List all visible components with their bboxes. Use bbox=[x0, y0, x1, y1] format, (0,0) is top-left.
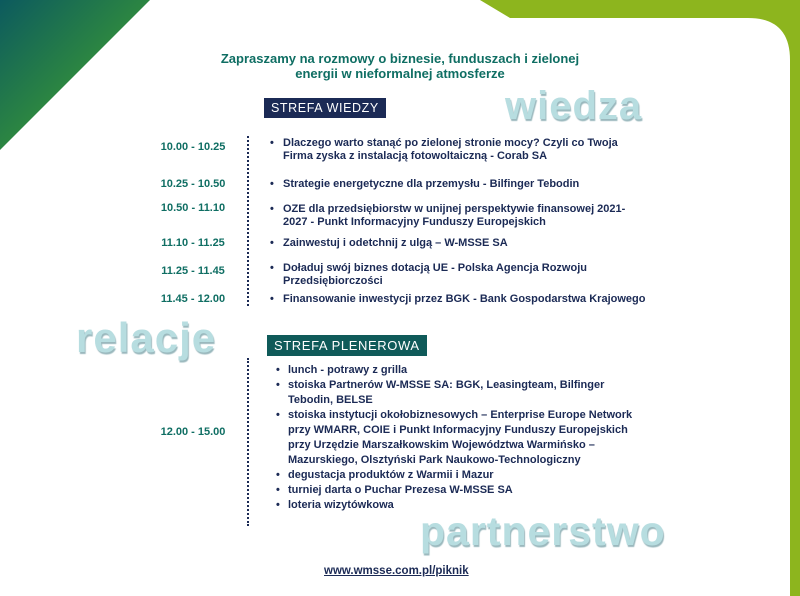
bullet-icon: • bbox=[270, 178, 274, 190]
decor-word-partnerstwo: partnerstwo bbox=[420, 508, 666, 554]
bullet-icon: • bbox=[276, 364, 280, 376]
schedule-item-text: Dlaczego warto stanąć po zielonej stronie mocy? Czyli co Twoja bbox=[283, 137, 618, 149]
outdoor-item-text: degustacja produktów z Warmii i Mazur bbox=[288, 469, 494, 481]
zone-knowledge-label: STREFA WIEDZY bbox=[264, 98, 386, 118]
schedule-time: 11.45 - 12.00 bbox=[160, 293, 226, 305]
schedule-item-text: Przedsiębiorczości bbox=[283, 275, 383, 287]
schedule-item-text: Finansowanie inwestycji przez BGK - Bank Gospodarstwa Krajowego bbox=[283, 293, 646, 305]
schedule-time: 10.25 - 10.50 bbox=[160, 178, 226, 190]
bullet-icon: • bbox=[276, 484, 280, 496]
schedule-item-text: 2027 - Punkt Informacyjny Funduszy Europejskich bbox=[283, 216, 546, 228]
bullet-icon: • bbox=[270, 293, 274, 305]
schedule-item-text: Firma zyska z instalacją fotowoltaiczną - Corab SA bbox=[283, 150, 548, 162]
schedule-time: 11.25 - 11.45 bbox=[161, 265, 225, 277]
bullet-icon: • bbox=[276, 409, 280, 421]
outdoor-item-text: stoiska Partnerów W-MSSE SA: BGK, Leasingteam, Bilfinger bbox=[288, 379, 605, 391]
outdoor-item-text: przy Urzędzie Marszałkowskim Województwa Warmińsko – bbox=[288, 439, 595, 451]
intro-line: energii w nieformalnej atmosferze bbox=[295, 66, 505, 81]
intro-text bbox=[180, 51, 620, 81]
outdoor-item-text: lunch - potrawy z grilla bbox=[288, 364, 408, 376]
schedule-time: 10.00 - 10.25 bbox=[160, 141, 226, 153]
zone-outdoor-label: STREFA PLENEROWA bbox=[267, 335, 427, 356]
schedule-item-text: Doładuj swój biznes dotacją UE - Polska Agencja Rozwoju bbox=[283, 262, 587, 274]
outdoor-item-text: turniej darta o Puchar Prezesa W-MSSE SA bbox=[288, 484, 513, 496]
decor-word-wiedza: wiedza bbox=[505, 84, 643, 128]
top-left-gradient-corner bbox=[0, 0, 150, 150]
timeline-divider bbox=[247, 358, 249, 526]
bullet-icon: • bbox=[270, 137, 274, 149]
bullet-icon: • bbox=[276, 499, 280, 511]
outdoor-item-text: loteria wizytówkowa bbox=[288, 499, 394, 511]
intro-line: Zapraszamy na rozmowy o biznesie, funduszach i zielonej bbox=[220, 51, 580, 66]
outdoor-item-text: Mazurskiego, Olsztyński Park Naukowo-Technologiczny bbox=[288, 454, 581, 466]
bullet-icon: • bbox=[270, 203, 274, 215]
outdoor-item-text: przy WMARR, COIE i Punkt Informacyjny Funduszy Europejskich bbox=[288, 424, 628, 436]
timeline-divider bbox=[247, 136, 249, 306]
outdoor-time: 12.00 - 15.00 bbox=[160, 426, 226, 438]
schedule-item-text: Zainwestuj i odetchnij z ulgą – W-MSSE SA bbox=[283, 237, 508, 249]
schedule-time: 10.50 - 11.10 bbox=[160, 202, 226, 214]
outdoor-item-text: stoiska instytucji okołobiznesowych – Enterprise Europe Network bbox=[288, 409, 633, 421]
schedule-time: 11.10 - 11.25 bbox=[161, 237, 225, 249]
bullet-icon: • bbox=[276, 379, 280, 391]
outdoor-item-text: Tebodin, BELSE bbox=[288, 394, 373, 406]
decor-word-relacje: relacje bbox=[76, 314, 217, 361]
footer-link[interactable]: www.wmsse.com.pl/piknik bbox=[324, 565, 469, 577]
schedule-item-text: OZE dla przedsiębiorstw w unijnej perspektywie finansowej 2021- bbox=[283, 203, 626, 215]
bullet-icon: • bbox=[276, 469, 280, 481]
bullet-icon: • bbox=[270, 237, 274, 249]
schedule-item-text: Strategie energetyczne dla przemysłu - Bilfinger Tebodin bbox=[283, 178, 580, 190]
bullet-icon: • bbox=[270, 262, 274, 274]
